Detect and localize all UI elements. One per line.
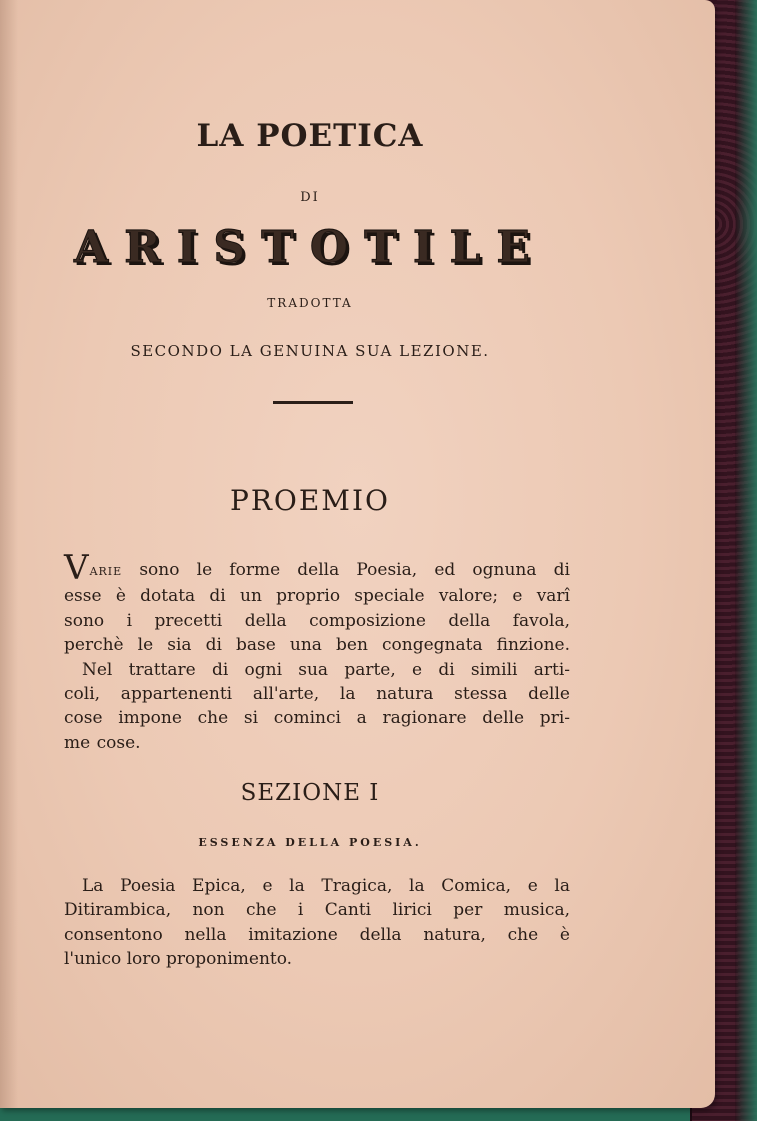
subtitle: SECONDO LA GENUINA SUA LEZIONE. (130, 342, 490, 360)
drop-cap: V (64, 548, 89, 588)
book-title: LA POETICA (196, 118, 424, 154)
section-heading: SEZIONE I (240, 780, 380, 806)
title-preposition: DI (300, 190, 320, 205)
paragraph-line: coli, appartenenti all'arte, la natura stessa delle (64, 684, 570, 705)
paragraph-line: me cose. (64, 732, 141, 753)
paragraph-line: consentono nella imitazione della natura, che è (64, 924, 570, 945)
paragraph-line (64, 548, 570, 588)
background-edge (735, 0, 757, 1121)
proemio-heading: PROEMIO (229, 484, 390, 517)
translated-label: TRADOTTA (267, 296, 353, 310)
paragraph-line: perchè le sia di base una ben congegnata finzione. (64, 635, 570, 656)
paragraph-line: sono i precetti della composizione della favola, (64, 610, 570, 631)
ornamental-rule (273, 401, 353, 404)
paragraph-line: La Poesia Epica, e la Tragica, la Comica, e la (82, 876, 570, 896)
paragraph-line: Ditirambica, non che i Canti lirici per musica, (64, 900, 570, 921)
small-caps-word: ARIE (89, 565, 123, 578)
section-subheading: ESSENZA DELLA POESIA. (198, 836, 422, 849)
line-text: sono le forme della Poesia, ed ognuna di (122, 560, 570, 580)
paragraph-line: esse è dotata di un proprio speciale valore; e varî (64, 586, 570, 607)
paragraph-line: cose impone che si cominci a ragionare delle pri- (64, 708, 570, 729)
section-paragraph (64, 874, 570, 972)
paragraph-line: Nel trattare di ogni sua parte, e di simili arti- (82, 659, 570, 680)
proemio-paragraph (64, 548, 570, 755)
author-name: ARISTOTILE (74, 222, 546, 273)
paragraph-line: l'unico loro proponimento. (64, 949, 293, 970)
